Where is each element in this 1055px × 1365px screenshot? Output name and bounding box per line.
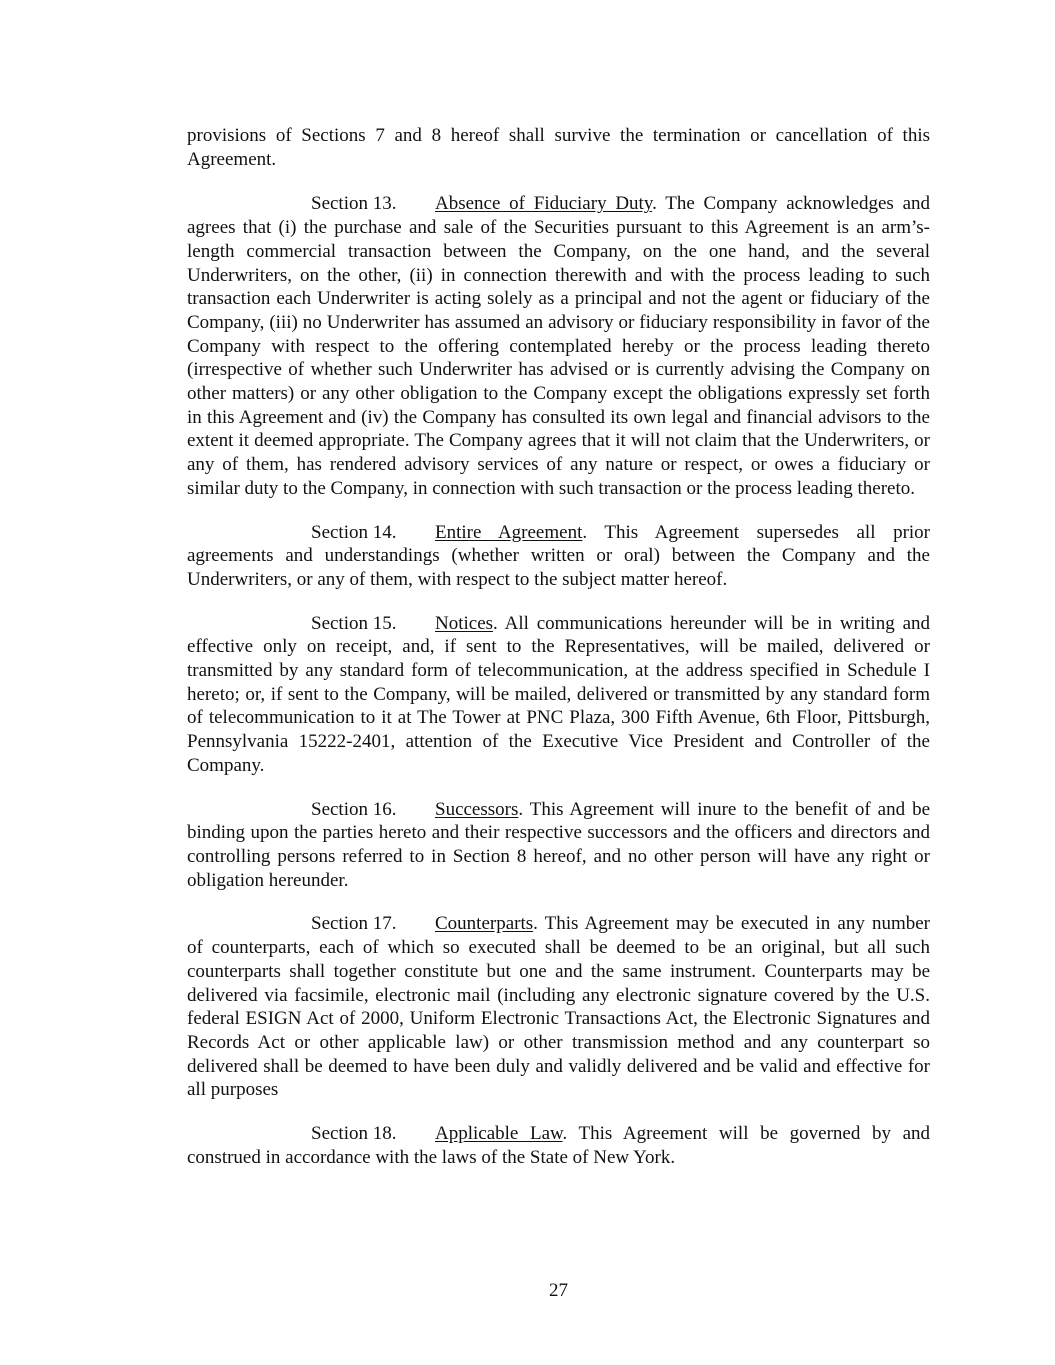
section-13-body: . The Company acknowledges and agrees that (i) the purchase and sale of the Securities pursuant to this Agreement is an arm’s-length commercial transaction between the Company, on the one hand, and the several Underwriters, on the other, (ii) in connection therewith and with the process leading to such transaction each Underwriter is acting solely as a principal and not the agent or fiduciary of the Company, (iii) no Underwriter has assumed an advisory or fiduciary responsibility in favor of the Company with respect to the offering contemplated hereby or the process leading thereto (irrespective of whether such Underwriter has advised or is currently advising the Company on other matters) or any other obligation to the Company except the obligations expressly set forth in this Agreement and (iv) the Company has consulted its own legal and financial advisors to the extent it deemed appropriate. The Company agrees that it will not claim that the Underwriters, or any of them, has rendered advisory services of any nature or respect, or owes a fiduciary or similar duty to the Company, in connection with such transaction or the process leading thereto. [187,193,931,499]
section-18-body: . This Agreement will be governed by and construed in accordance with the laws of the State of New York. [187,1123,930,1168]
intro-paragraph: provisions of Sections 7 and 8 hereof shall survive the termination or cancellation of this Agreement. [187,125,930,170]
section-14-title: Entire Agreement [435,521,583,543]
section-16-title: Successors [435,798,519,820]
section-14-paragraph [187,521,930,592]
section-13-number: Section 13. [311,193,397,215]
section-17-title: Counterparts [435,913,534,935]
section-17-number: Section 17. [311,913,397,935]
section-15-number: Section 15. [311,612,397,634]
section-16-paragraph [187,798,930,893]
section-15-title: Notices [435,612,494,634]
section-16-body: . This Agreement will inure to the benefit of and be binding upon the parties hereto and their respective successors and the officers and directors and controlling persons referred to in Section 8 hereof, and no other person will have any right or obligation hereunder. [187,798,930,891]
section-13-paragraph [187,192,930,500]
section-17-paragraph [187,912,930,1102]
section-18-number: Section 18. [311,1123,397,1145]
section-15-body: . All communications hereunder will be in writing and effective only on receipt, and, if sent to the Representatives, will be mailed, delivered or transmitted by any standard form of telecommunication, at the address specified in Schedule I hereto; or, if sent to the Company, will be mailed, delivered or transmitted by any standard form of telecommunication to it at The Tower at PNC Plaza, 300 Fifth Avenue, 6th Floor, Pittsburgh, Pennsylvania 15222-2401, attention of the Executive Vice President and Controller of the Company. [187,612,930,776]
section-16-number: Section 16. [311,798,397,820]
document-body [187,124,930,1189]
section-14-body: . This Agreement supersedes all prior agreements and understandings (whether written or oral) between the Company and the Underwriters, or any of them, with respect to the subject matter hereof. [187,521,930,590]
section-15-paragraph [187,612,930,778]
section-14-number: Section 14. [311,521,397,543]
section-18-paragraph [187,1122,930,1169]
section-17-body: . This Agreement may be executed in any number of counterparts, each of which so executed shall be deemed to be an original, but all such counterparts shall together constitute but one and the same instrument. Counterparts may be delivered via facsimile, electronic mail (including any electronic signature covered by the U.S. federal ESIGN Act of 2000, Uniform Electronic Transactions Act, the Electronic Signatures and Records Act or other applicable law) or other transmission method and any counterpart so delivered shall be deemed to have been duly and validly delivered and be valid and effective for all purposes [187,913,930,1101]
section-18-title: Applicable Law [435,1123,563,1145]
section-13-title: Absence of Fiduciary Duty [435,193,653,215]
page-number: 27 [549,1280,568,1301]
